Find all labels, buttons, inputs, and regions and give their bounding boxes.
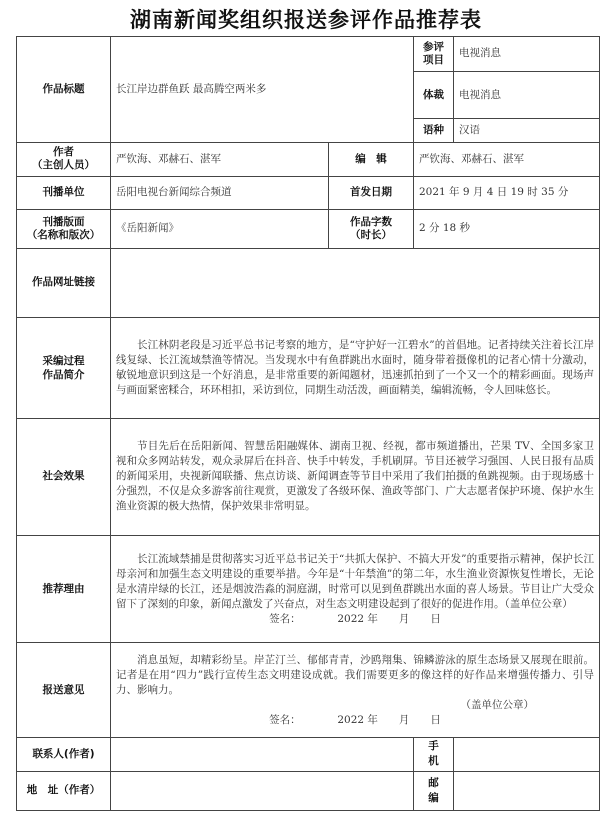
postcode-label: 邮 编 — [414, 771, 454, 810]
opinion-text — [111, 643, 600, 738]
first-date-value: 2021 年 9 月 4 日 19 时 35 分 — [414, 176, 600, 209]
row-link — [17, 248, 600, 317]
process-label: 采编过程 作品简介 — [17, 317, 111, 418]
effect-label: 社会效果 — [17, 418, 111, 535]
row-effect — [17, 418, 600, 535]
row-contact — [17, 737, 600, 771]
opinion-paragraph: 消息虽短，却精彩纷呈。岸芷汀兰、郁郁青青，沙鸥翔集、锦鳞游泳的原生态场景又展现在眼前。记者是在用“四力”践行宣传生态文明建设成就。我们需要更多的像这样的好作品来增强传播力、引导力、影响力。 — [116, 653, 594, 696]
broadcaster-value: 岳阳电视台新闻综合频道 — [111, 176, 329, 209]
opinion-signature: 签名： 2022 年 月 日 — [269, 713, 441, 726]
opinion-stamp: （盖单位公章） — [460, 698, 534, 711]
page-name-label: 刊播版面 （名称和版次） — [17, 209, 111, 248]
row-entry-item — [17, 37, 600, 72]
entry-item-label: 参评 项目 — [414, 37, 454, 72]
postcode-value — [454, 771, 600, 810]
link-label: 作品网址链接 — [17, 248, 111, 317]
phone-label: 手 机 — [414, 737, 454, 771]
form-title: 湖南新闻奖组织报送参评作品推荐表 — [130, 8, 482, 32]
row-address — [17, 771, 600, 810]
link-value — [111, 248, 600, 317]
first-date-label: 首发日期 — [329, 176, 414, 209]
author-label: 作者 （主创人员） — [17, 143, 111, 177]
reason-label: 推荐理由 — [17, 536, 111, 643]
entry-item-value: 电视消息 — [454, 37, 600, 72]
broadcaster-label: 刊播单位 — [17, 176, 111, 209]
process-text — [111, 317, 600, 418]
contact-value — [111, 737, 414, 771]
phone-value — [454, 737, 600, 771]
editor-value: 严钦海、邓赫石、湛军 — [414, 143, 600, 177]
page-name-value: 《岳阳新闻》 — [111, 209, 329, 248]
recommendation-form — [16, 36, 600, 811]
row-process — [17, 317, 600, 418]
address-value — [111, 771, 414, 810]
row-page — [17, 209, 600, 248]
length-label: 作品字数 （时长） — [329, 209, 414, 248]
genre-label: 体裁 — [414, 71, 454, 118]
language-value: 汉语 — [454, 119, 600, 143]
process-paragraph: 长江林阴老段是习近平总书记考察的地方，是“守护好一江碧水”的首倡地。记者持续关注着长江岸线复绿、长江流域禁渔等情况。当发现水中有鱼群跳出水面时，随身带着摄像机的记者心情十分激动，敏锐地意识到这是一个好消息，是非常重要的新闻题材，迅速抓拍到了一个又一个的精彩画面。现场声与画面紧密糅合，环环相扣，采访到位，同期生动活泼，画面精美，编辑流畅，令人回味悠长。 — [116, 338, 594, 396]
row-opinion — [17, 643, 600, 738]
address-label: 地 址（作者） — [17, 771, 111, 810]
opinion-label: 报送意见 — [17, 643, 111, 738]
length-value: 2 分 18 秒 — [414, 209, 600, 248]
genre-value: 电视消息 — [454, 71, 600, 118]
language-label: 语种 — [414, 119, 454, 143]
reason-paragraph: 长江流域禁捕是贯彻落实习近平总书记关于“共抓大保护、不搞大开发”的重要指示精神，保护长江母亲河和加强生态文明建设的重要举措。今年是“十年禁渔”的第二年，水生渔业资源恢复性增长，无论是水清岸绿的长江，还是烟波浩淼的洞庭湖，时常可以见到鱼群跳出水面的喜人场景。节目让广大受众留下了深刻的印象，新闻点激发了兴奋点，对生态文明建设起到了很好的促进作用。（盖单位公章） — [116, 552, 594, 610]
effect-paragraph: 节目先后在岳阳新闻、智慧岳阳融媒体、湖南卫视、经视，都市频道播出，芒果 TV、全国多家卫视和众多网站转发，观众录屏后在抖音、快手中转发，手机刷屏。节目还被学习强国、人民日报有品质的新闻采用，央视新闻联播、焦点访谈、新闻调查等节目中采用了我们拍摄的鱼跳视频。由于现场感十分强烈，不仅是众多游客前往观赏，更激发了各级环保、渔政等部门、广大志愿者保护环境、保护水生渔业资源的极大热情，保护效果非常明显。 — [116, 440, 594, 513]
row-reason — [17, 536, 600, 643]
contact-label: 联系人(作者) — [17, 737, 111, 771]
author-value: 严钦海、邓赫石、湛军 — [111, 143, 329, 177]
row-broadcaster — [17, 176, 600, 209]
row-author — [17, 143, 600, 177]
effect-text — [111, 418, 600, 535]
reason-text — [111, 536, 600, 643]
editor-label: 编 辑 — [329, 143, 414, 177]
reason-signature: 签名： 2022 年 月 日 — [269, 612, 441, 625]
work-title-label: 作品标题 — [17, 37, 111, 143]
work-title-value: 长江岸边群鱼跃 最高腾空两米多 — [111, 37, 414, 143]
